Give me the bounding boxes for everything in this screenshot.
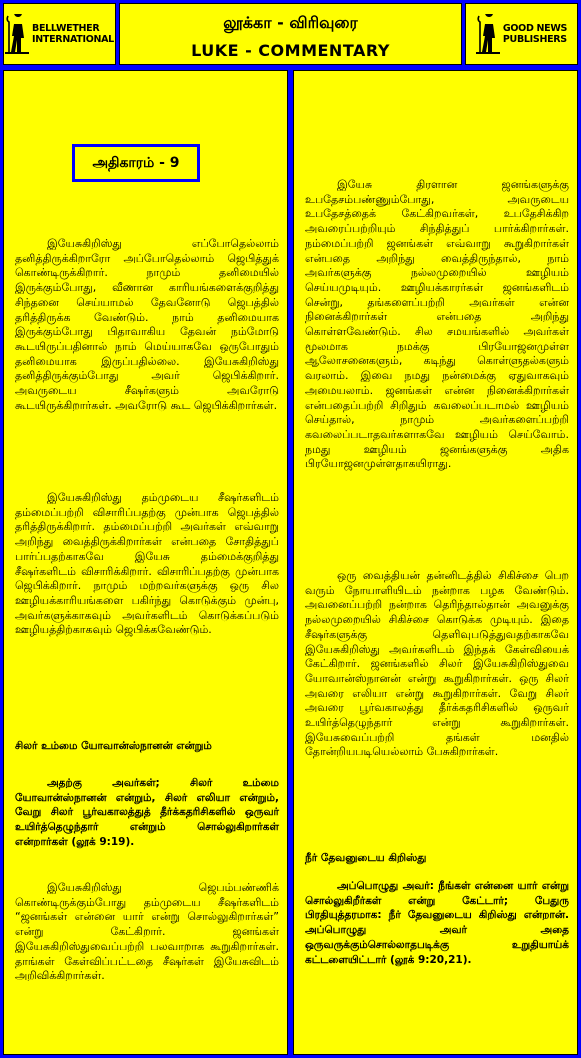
left-logo-line1: BELLWETHER [32, 23, 100, 34]
left-section-heading: சிலர் உம்மை யோவான்ஸ்நானன் என்றும் [15, 740, 212, 752]
left-paragraph-2: இயேசுகிறிஸ்து தம்முடைய சீஷர்களிடம் தம்மைப்பற்றி விசாரிப்பதற்கு முன்பாக ஜெபத்தில் தரித்திருக்கிறார். தம்மைப்பற்றி அவர்கள் எவ்வாறு அறிந்து வைத்திருக்கிறார்கள் என்பதை சோதித்துப் பார்ப்பதற்காகவே இயேசு தம்மைக்குறித்து சீஷர்களிடம் விசாரிக்கிறார். விசாரிப்பதற்கு முன்பாக ஜெபிக்கிறார். நாமும் மற்றவர்களுக்கு ஒரு சில ஊழியக்காரியங்களை பகிர்ந்து கொடுக்கும் முன்பு, அவர்களுக்காகவும் அவர்களிடம் கொடுக்கப்படும் ஊழியத்திற்காகவும் ஜெபிக்கவேண்டும். [15, 491, 279, 637]
right-logo-line1: GOOD NEWS [502, 23, 568, 34]
good-news-logo [465, 3, 578, 65]
left-logo-line2: INTERNATIONAL [32, 34, 114, 45]
right-logo-line2: PUBLISHERS [502, 34, 567, 45]
chapter-label: அதிகாரம் - 9 [72, 144, 200, 182]
shepherd-icon [476, 14, 500, 54]
right-paragraph-1: இயேசு திரளான ஜனங்களுக்கு உபதேசம்பண்ணும்போது, அவருடைய உபதேசத்தைக் கேட்கிறவர்கள், உபதேசிக்கிற அவரைப்பற்றியும் சிந்தித்துப் பார்க்கிறார்கள். நம்மைப்பற்றி ஜனங்கள் எவ்வாறு கூறுகிறார்கள் என்பதை அறிந்து வைத்திருந்தால், நாம் அவர்களுக்கு நல்லமுறையில் ஊழியம் செய்யமுடியும். ஊழியக்காரர்கள் ஜனங்களிடம் சென்று, தங்களைப்பற்றி அவர்கள் என்ன நினைக்கிறார்கள் என்பதை அறிந்து கொள்ளவேண்டும். சில சமயங்களில் அவர்கள் மூலமாக நமக்கு பிரயோஜனமுள்ள ஆலோசனைகளும், கடிந்து கொள்ளுதல்களும் வரலாம். இவை நமது நன்மைக்கு ஏதுவாகவும் அமையலாம். ஜனங்கள் என்ன நினைக்கிறார்கள் என்பதைப்பற்றி சிறிதும் கவலைப்படாமல் ஊழியம் செய்தால், நாமும் அவர்களைப்பற்றி கவலைப்படாதவர்களாகவே ஊழியம் செய்வோம். நமது ஊழியம் ஜனங்களுக்கு அதிக பிரயோஜனமுள்ளதாகயிராது. [305, 178, 569, 471]
left-paragraph-1: இயேசுகிறிஸ்து எப்போதெல்லாம் தனித்திருக்கிறாரோ அப்போதெல்லாம் ஜெபித்துக் கொண்டிருக்கிறார். நாமும் தனிமையில் இருக்கும்போது, வீணான காரியங்களைக்குறித்து சிந்தனை செய்யாமல் தேவனோடு ஜெபத்தில் தரித்திருக்க வேண்டும். நாம் தனிமையாக இருக்கும்போது பிதாவாகிய தேவன் நம்மோடு கூடயிருப்பதினால் நாம் மெய்யாகவே ஒருபோதும் தனிமையாக இருப்பதில்லை. இயேசுகிறிஸ்து தனித்திருக்கும்போது அவர் ஜெபிக்கிறார். அவருடைய சீஷர்களும் அவரோடு கூடயிருக்கிறார்கள். அவரோடு கூட ஜெபிக்கிறார்கள். [15, 237, 279, 412]
page-title [119, 3, 462, 65]
left-scripture-quote: அதற்கு அவர்கள்; சிலர் உம்மை யோவான்ஸ்நானன் என்றும், சிலர் எலியா என்றும், வேறு சிலர் பூர்வகாலத்துத் தீர்க்கதரிசிகளில் ஒருவர் உயிர்த்தெழுந்தார் என்றும் சொல்லுகிறார்கள் என்றார்கள் (லூக் 9:19). [15, 777, 279, 848]
title-english: LUKE - COMMENTARY [191, 41, 390, 60]
right-scripture-quote: அப்பொழுது அவர்: நீங்கள் என்னை யார் என்று சொல்லுகிறீர்கள் என்று கேட்டார்; பேதுரு பிரதியுத்தரமாக: நீர் தேவனுடைய கிறிஸ்து என்றான். அப்பொழுது அவர் அதை ஒருவருக்கும்சொல்லாதபடிக்கு உறுதியாய்க் கட்டளையிட்டார் (லூக் 9:20,21). [305, 880, 569, 966]
shepherd-icon [5, 14, 29, 54]
right-paragraph-2: ஒரு வைத்தியன் தன்னிடத்தில் சிகிச்சை பெற வரும் நோயாளியிடம் நன்றாக பழக வேண்டும். அவனைப்பற்றி நன்றாக தெரிந்தால்தான் அவனுக்கு நல்லமுறையில் சிகிச்சை கொடுக்க முடியும். இதை சீஷர்களுக்கு தெளிவுபடுத்துவதற்காகவே இயேசுகிறிஸ்து அவர்களிடம் இந்தக் கேள்வியைக் கேட்கிறார். ஜனங்களில் சிலர் இயேசுகிறிஸ்துவை யோவான்ஸ்நானன் என்று கூறுகிறார்கள். ஒரு சிலர் அவரை எலியா என்று கூறுகிறார்கள். வேறு சிலர் அவரை பூர்வகாலத்து தீர்க்கதரிசிகளில் ஒருவர் உயிர்த்தெழுந்தார் என்று கூறுகிறார்கள். இயேசுவைப்பற்றி தங்கள் மனதில் தோன்றியபடியெல்லாம் பேசுகிறார்கள். [305, 569, 569, 759]
left-column [3, 70, 288, 1055]
left-paragraph-3: இயேசுகிறிஸ்து ஜெபம்பண்ணிக் கொண்டிருக்கும்போது தம்முடைய சீஷர்களிடம் “ஜனங்கள் என்னை யார் என்று சொல்லுகிறார்கள்” என்று கேட்கிறார். ஜனங்கள் இயேசுகிறிஸ்துவைப்பற்றி பலவாறாக கூறுகிறார்கள். தாங்கள் கேள்விப்பட்டதை சீஷர்கள் இயேசுவிடம் அறிவிக்கிறார்கள். [15, 881, 279, 983]
right-column [293, 70, 578, 1055]
title-tamil: லூக்கா - விரிவுரை [223, 13, 358, 32]
right-section-heading: நீர் தேவனுடைய கிறிஸ்து [305, 852, 427, 864]
bellwether-logo [3, 3, 116, 65]
